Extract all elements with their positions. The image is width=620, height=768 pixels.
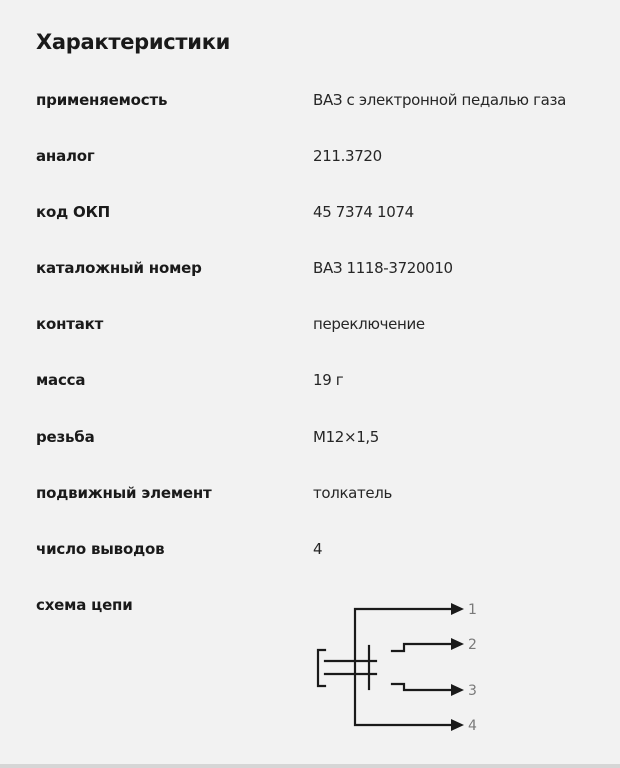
section-title: Характеристики bbox=[36, 30, 231, 54]
spec-value: переключение bbox=[313, 315, 425, 333]
spec-label: аналог bbox=[36, 147, 95, 165]
spec-value: 45 7374 1074 bbox=[313, 203, 414, 221]
circuit-wire bbox=[392, 644, 456, 651]
bottom-divider bbox=[0, 764, 620, 768]
spec-label: резьба bbox=[36, 428, 95, 446]
terminal-label-3: 3 bbox=[468, 683, 477, 699]
spec-value: 19 г bbox=[313, 371, 344, 389]
arrow-terminal-3 bbox=[451, 684, 464, 696]
arrow-terminal-2 bbox=[451, 638, 464, 650]
spec-label: масса bbox=[36, 371, 86, 389]
spec-row-catalog-number bbox=[0, 259, 620, 289]
spec-row-thread bbox=[0, 428, 620, 458]
spec-value: ВАЗ с электронной педалью газа bbox=[313, 91, 566, 109]
terminal-label-2: 2 bbox=[468, 637, 477, 653]
spec-value: 211.3720 bbox=[313, 147, 382, 165]
spec-row-okp-code bbox=[0, 203, 620, 233]
spec-label: применяемость bbox=[36, 91, 168, 109]
spec-row-applicability bbox=[0, 91, 620, 121]
circuit-wire bbox=[392, 684, 456, 690]
circuit-diagram bbox=[306, 594, 506, 744]
spec-label: контакт bbox=[36, 315, 104, 333]
terminal-label-4: 4 bbox=[468, 718, 477, 734]
spec-row-terminal-count bbox=[0, 540, 620, 570]
spec-label: код ОКП bbox=[36, 203, 110, 221]
terminal-label-1: 1 bbox=[468, 602, 477, 618]
spec-row-analog bbox=[0, 147, 620, 177]
spec-row-contact bbox=[0, 315, 620, 345]
spec-label: подвижный элемент bbox=[36, 484, 212, 502]
circuit-wire bbox=[355, 609, 456, 725]
spec-value: M12×1,5 bbox=[313, 428, 380, 446]
spec-value: 4 bbox=[313, 540, 323, 558]
spec-label: число выводов bbox=[36, 540, 165, 558]
spec-row-moving-element bbox=[0, 484, 620, 514]
spec-label: схема цепи bbox=[36, 596, 133, 614]
arrow-terminal-1 bbox=[451, 603, 464, 615]
spec-row-mass bbox=[0, 371, 620, 401]
arrow-terminal-4 bbox=[451, 719, 464, 731]
spec-value: толкатель bbox=[313, 484, 392, 502]
circuit-wire bbox=[318, 650, 325, 686]
spec-label: каталожный номер bbox=[36, 259, 202, 277]
spec-value: ВАЗ 1118-3720010 bbox=[313, 259, 453, 277]
